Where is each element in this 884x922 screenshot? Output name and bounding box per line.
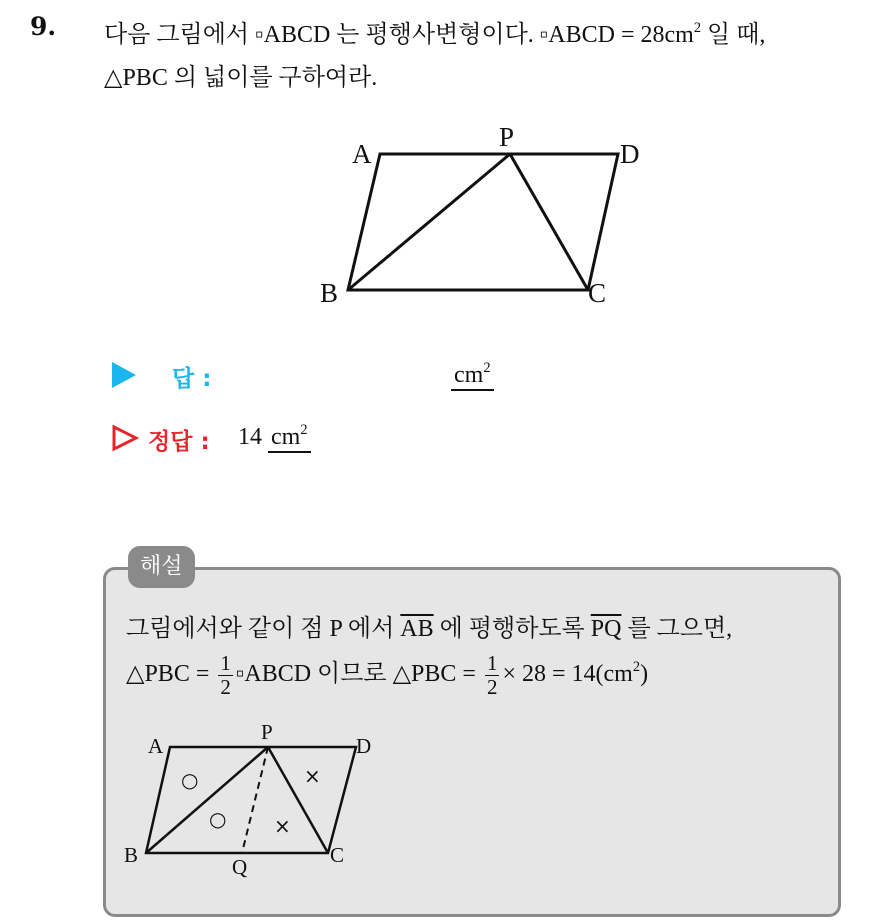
solution-tab: 해설 [128,546,195,588]
segment-pc [510,154,588,290]
correct-unit: $cm^2$ [268,424,311,453]
answer-unit: $cm^2$ [451,362,494,391]
segment-pb [348,154,510,290]
mark-circle-2: ○ [209,807,227,831]
sol-label-d: D [356,734,372,758]
correct-arrow-icon [111,424,139,452]
label-b: B [320,278,339,308]
solution-line-2: △PBC = $\frac{1}{2}$ ▫ABCD 이므로 △PBC = $\frac{1}{2}$ × $28 = 14(cm^2)$ [126,651,649,700]
label-d: D [620,139,640,169]
fraction-one-half-2: $\frac{1}{2}$ [486,651,498,700]
correct-answer [238,421,311,451]
answer-arrow-icon [112,362,136,388]
label-p: P [499,122,515,152]
solution-segment-pq-dashed [242,747,268,853]
fraction-one-half: $\frac{1}{2}$ [220,651,231,700]
mark-cross-2: × [274,814,291,838]
correct-value: 14 [238,424,262,450]
sol-label-q: Q [232,855,248,879]
correct-label: 정답 : [148,429,210,455]
question-text-line-1: 다음 그림에서 ▫ABCD 는 평행사변형이다. ▫ABCD = $28cm^2$ 일 때, [104,19,766,48]
question-text-line-2: △PBC 의 넓이를 구하여라. [104,65,378,91]
segment-ab-notation: $\overline{AB}$ [400,616,434,642]
answer-label: 답 : [172,366,212,392]
segment-pq-notation: $\overline{PQ}$ [590,616,622,642]
parallelogram-figure [300,118,660,318]
question-number: 9. [30,12,57,41]
label-a: A [352,139,372,169]
solution-segment-pb [146,747,268,853]
label-c: C [588,278,607,308]
sol-label-b: B [124,843,139,867]
sol-label-c: C [330,843,345,867]
solution-line-1: 그림에서와 같이 점 P 에서 $\overline{AB}$ 에 평행하도록 $\overline{PQ}$ 를 그으면, [126,616,733,642]
sol-label-a: A [148,734,164,758]
mark-cross-1: × [304,764,321,788]
mark-circle-1: ○ [181,768,199,792]
sol-label-p: P [261,722,273,744]
solution-figure [118,722,388,884]
answer-blank[interactable] [451,359,494,389]
